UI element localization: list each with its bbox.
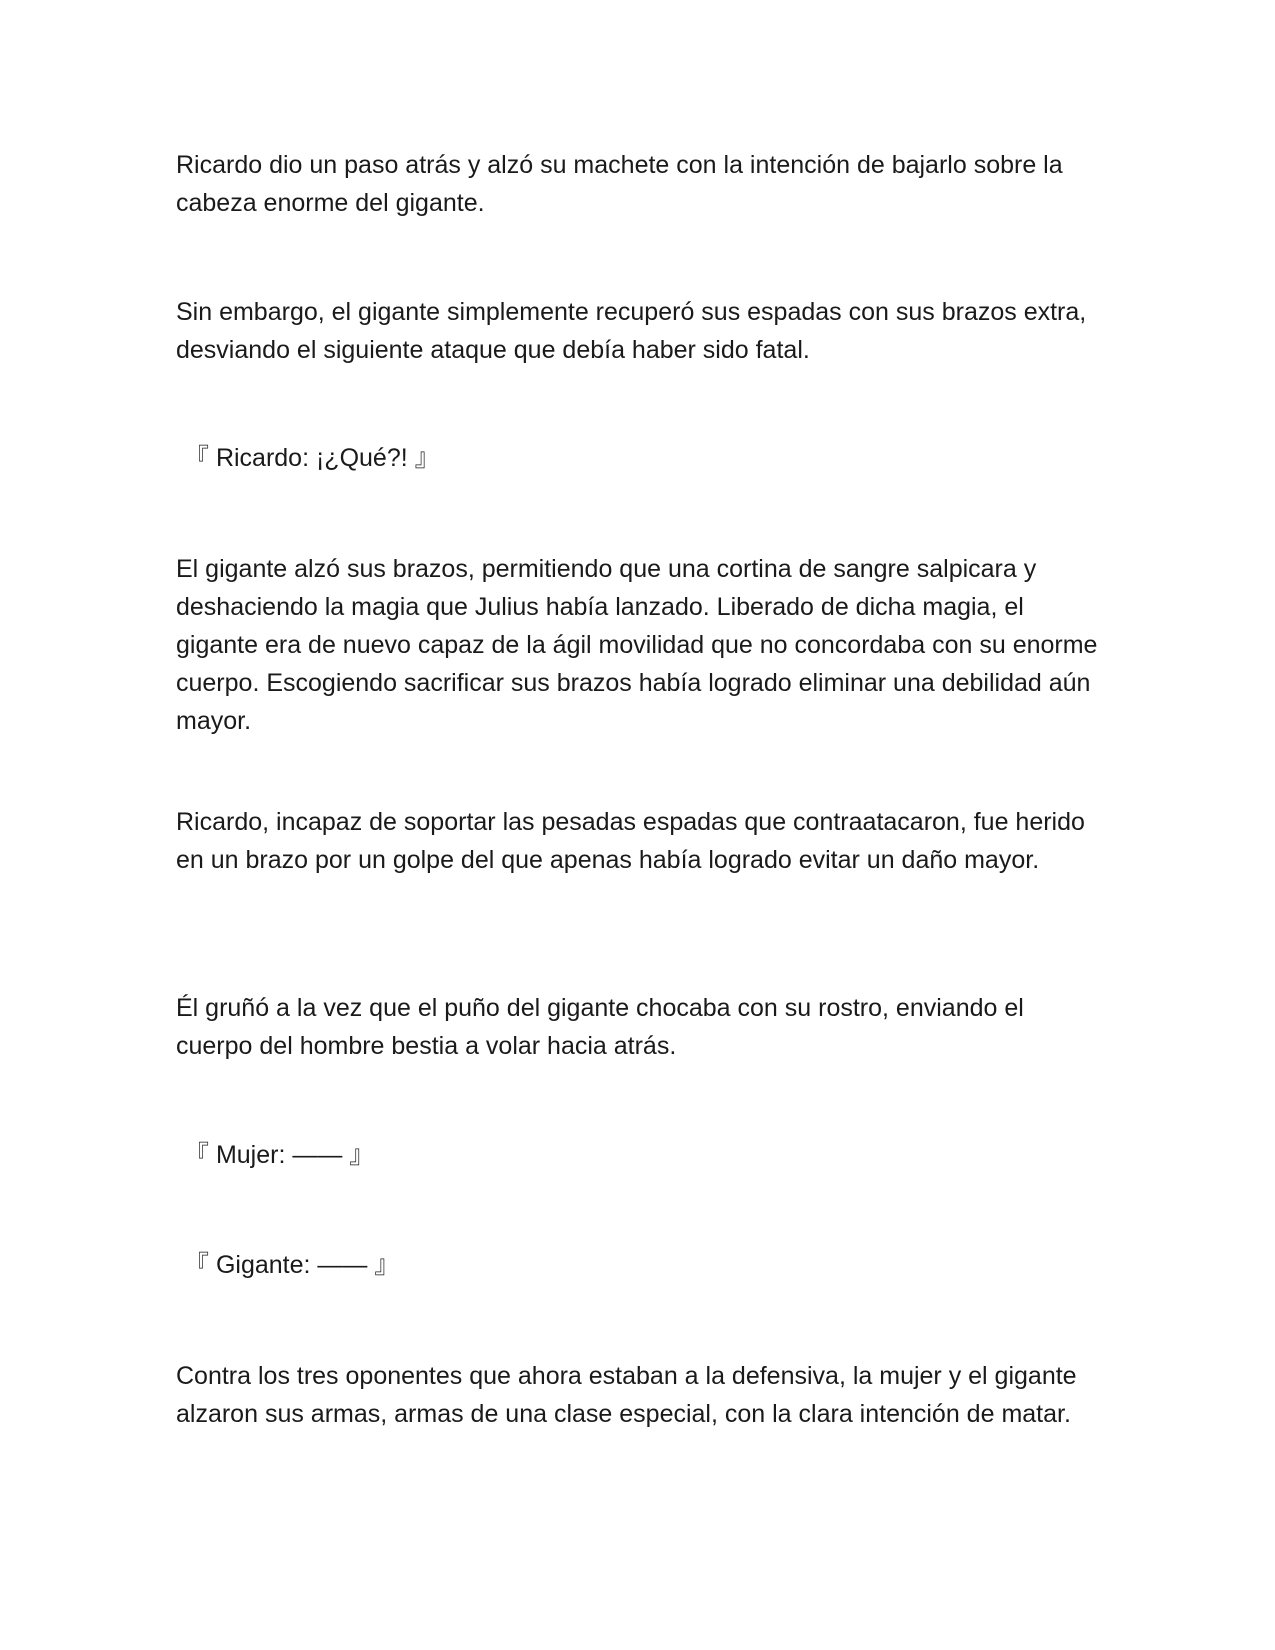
paragraph-2: Sin embargo, el gigante simplemente recuperó sus espadas con sus brazos extra, desviando el siguiente ataque que debía haber sido fatal.	[176, 298, 1087, 364]
paragraph-1: Ricardo dio un paso atrás y alzó su machete con la intención de bajarlo sobre la cabeza enorme del gigante.	[176, 151, 1063, 217]
paragraph-3: El gigante alzó sus brazos, permitiendo que una cortina de sangre salpicara y deshaciendo la magia que Julius había lanzado. Liberado de dicha magia, el gigante era de nuevo capaz de la ágil movilidad que no concordaba con su enorme cuerpo. Escogiendo sacrificar sus brazos había logrado eliminar una debilidad aún mayor.	[176, 555, 1098, 735]
paragraph-6: Contra los tres oponentes que ahora estaban a la defensiva, la mujer y el gigante alzaron sus armas, armas de una clase especial, con la clara intención de matar.	[176, 1362, 1077, 1428]
paragraph-4: Ricardo, incapaz de soportar las pesadas espadas que contraatacaron, fue herido en un brazo por un golpe del que apenas había logrado evitar un daño mayor.	[176, 808, 1085, 874]
paragraph-5: Él gruñó a la vez que el puño del gigante chocaba con su rostro, enviando el cuerpo del hombre bestia a volar hacia atrás.	[176, 994, 1024, 1060]
dialogue-gigante: 『 Gigante: —— 』	[184, 1251, 400, 1279]
dialogue-ricardo: 『 Ricardo: ¡¿Qué?! 』	[184, 444, 440, 472]
dialogue-mujer: 『 Mujer: —— 』	[184, 1141, 375, 1169]
